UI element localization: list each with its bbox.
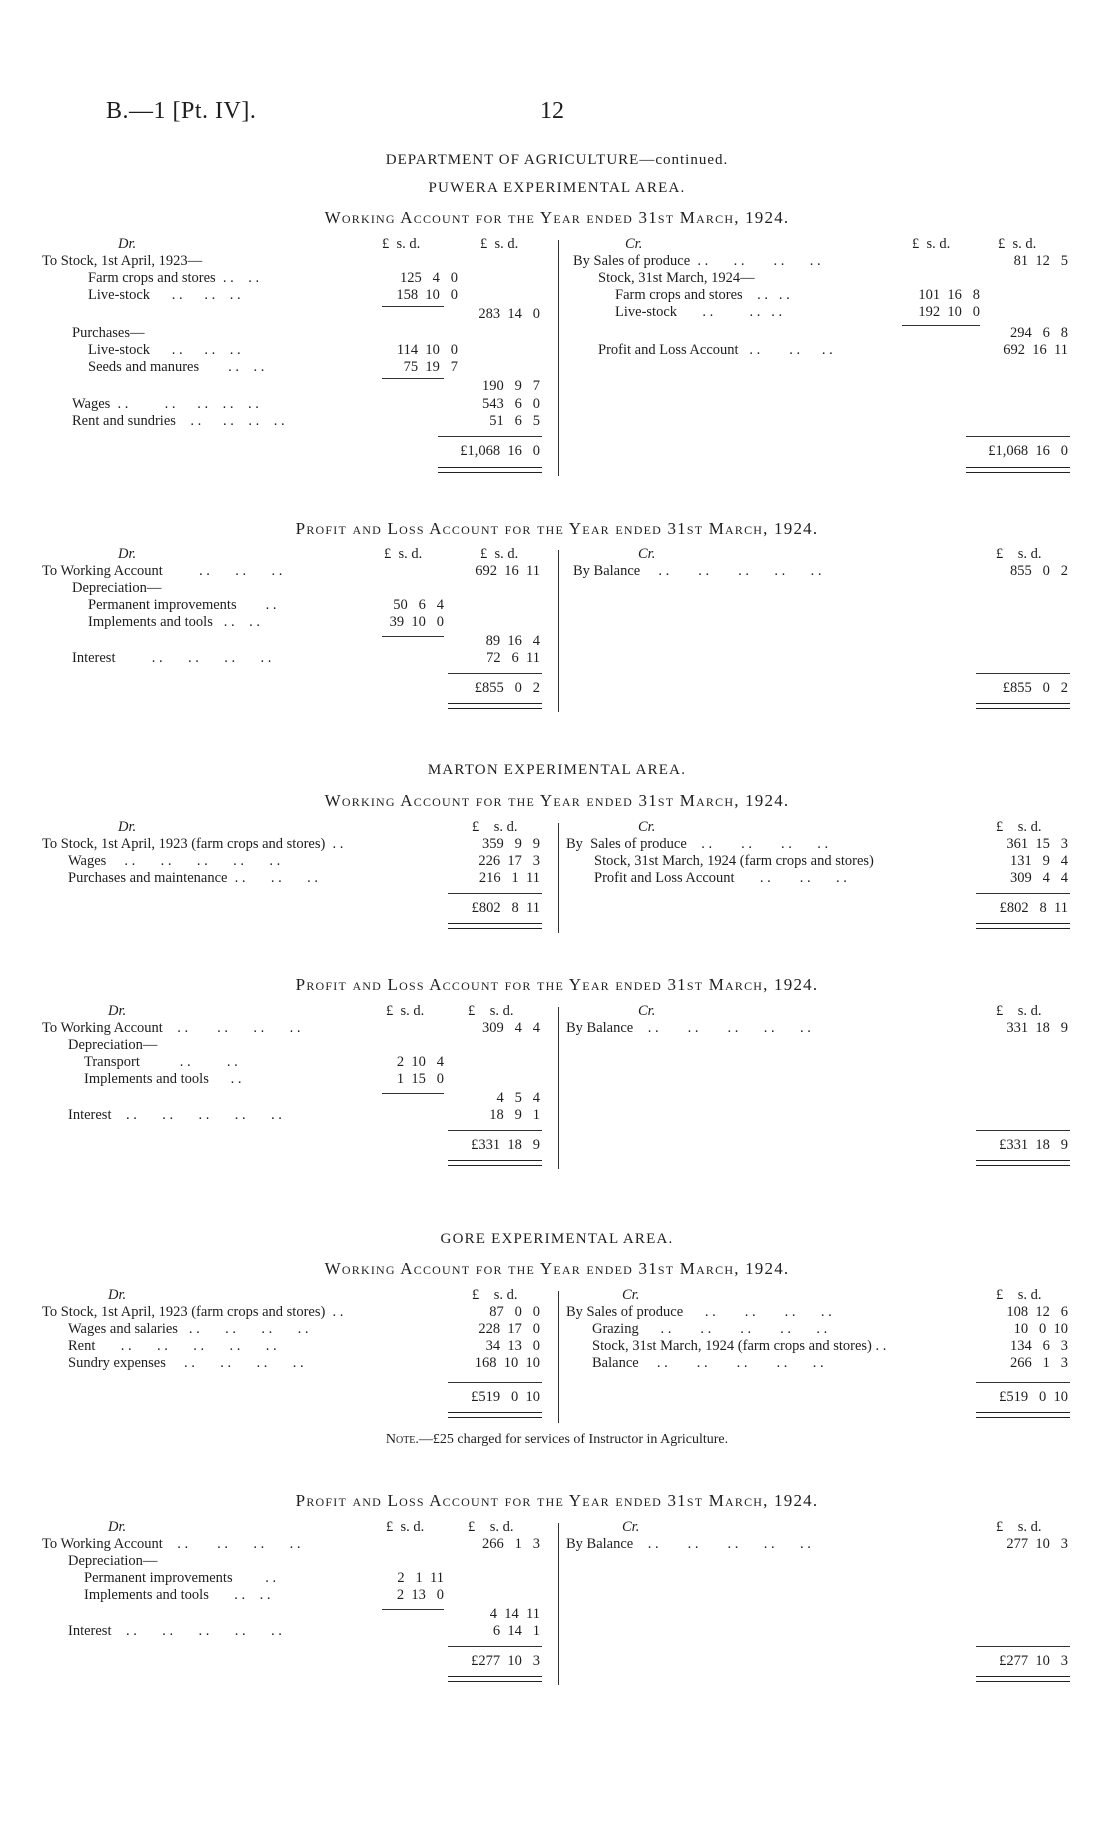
line-label: Live-stock . . . . . . <box>615 304 783 320</box>
total-double-rule <box>448 923 542 929</box>
debit-label: Dr. <box>118 546 137 562</box>
line-label: Purchases— <box>72 325 145 341</box>
column-header: £ s. d. <box>480 546 519 562</box>
amount: 89 16 4 <box>485 633 540 649</box>
total-rule <box>976 893 1070 894</box>
amount: 51 6 5 <box>489 413 540 429</box>
amount: 855 0 2 <box>1010 563 1068 579</box>
line-label: By Balance . . . . . . . . . . <box>566 1020 811 1036</box>
amount: 190 9 7 <box>482 378 540 394</box>
amount: 309 4 4 <box>1010 870 1068 886</box>
amount: 10 0 10 <box>1013 1321 1068 1337</box>
column-header: £ s. d. <box>468 1003 514 1019</box>
amount: 226 17 3 <box>478 853 540 869</box>
subtotal-rule <box>382 378 444 379</box>
amount: 108 12 6 <box>1006 1304 1068 1320</box>
line-label: Profit and Loss Account . . . . . . <box>594 870 847 886</box>
total-double-rule <box>448 703 542 709</box>
department-name: DEPARTMENT OF AGRICULTURE—continued. <box>385 152 729 168</box>
amount: 101 16 8 <box>918 287 980 303</box>
credit-total: £519 0 10 <box>999 1389 1068 1405</box>
credit-total: £277 10 3 <box>999 1653 1068 1669</box>
amount: 361 15 3 <box>1006 836 1068 852</box>
credit-label: Cr. <box>638 819 656 835</box>
line-label: Balance . . . . . . . . . . <box>592 1355 824 1371</box>
gore-pl-title: Profit and Loss Account for the Year ended 31st March, 1924. <box>295 1491 819 1510</box>
line-label: To Working Account . . . . . . . . <box>42 1536 301 1552</box>
amount: 114 10 0 <box>396 342 458 358</box>
debit-label: Dr. <box>108 1287 127 1303</box>
debit-label: Dr. <box>118 236 137 252</box>
line-label: Rent and sundries . . . . . . . . <box>72 413 285 429</box>
debit-total: £277 10 3 <box>471 1653 540 1669</box>
line-label: Wages . . . . . . . . . . <box>72 396 259 412</box>
amount: 266 1 3 <box>1010 1355 1068 1371</box>
note-label: Note. <box>385 1432 419 1447</box>
credit-total: £855 0 2 <box>1002 680 1068 696</box>
total-double-rule <box>976 1412 1070 1418</box>
line-label: Interest . . . . . . . . <box>72 650 272 666</box>
puwera-area-heading: PUWERA EXPERIMENTAL AREA. <box>428 180 686 196</box>
amount: 2 1 11 <box>397 1570 444 1586</box>
total-rule <box>448 1382 542 1383</box>
line-label: By Sales of produce . . . . . . . . <box>573 253 821 269</box>
subtotal-rule <box>382 1093 444 1094</box>
amount: 81 12 5 <box>1013 253 1068 269</box>
page-number: 12 <box>540 98 564 124</box>
line-label: Wages and salaries . . . . . . . . <box>68 1321 309 1337</box>
puwera-working-title: Working Account for the Year ended 31st March, 1924. <box>324 208 790 227</box>
line-label: Rent . . . . . . . . . . <box>68 1338 277 1354</box>
total-double-rule <box>966 467 1070 473</box>
report-reference: B.—1 [Pt. IV]. <box>106 98 257 124</box>
column-header: £ s. d. <box>996 819 1042 835</box>
line-label: Farm crops and stores . . . . <box>615 287 790 303</box>
line-label: Wages . . . . . . . . . . <box>68 853 281 869</box>
line-label: Live-stock . . . . . . <box>88 287 241 303</box>
total-double-rule <box>976 1160 1070 1166</box>
line-label: Depreciation— <box>68 1037 158 1053</box>
amount: 125 4 0 <box>400 270 458 286</box>
debit-total: £855 0 2 <box>474 680 540 696</box>
amount: 134 6 3 <box>1010 1338 1068 1354</box>
line-label: Implements and tools . . <box>84 1071 242 1087</box>
total-rule <box>448 1646 542 1647</box>
amount: 216 1 11 <box>478 870 540 886</box>
credit-label: Cr. <box>638 1003 656 1019</box>
gore-working-title: Working Account for the Year ended 31st March, 1924. <box>324 1259 790 1278</box>
amount: 158 10 0 <box>396 287 458 303</box>
amount: 192 10 0 <box>918 304 980 320</box>
line-label: To Stock, 1st April, 1923— <box>42 253 203 269</box>
total-rule <box>976 1382 1070 1383</box>
line-label: Implements and tools . . . . <box>84 1587 271 1603</box>
amount: 50 6 4 <box>393 597 444 613</box>
debit-total: £519 0 10 <box>471 1389 540 1405</box>
column-header: £ s. d. <box>386 1003 425 1019</box>
divider <box>558 1291 559 1423</box>
divider <box>558 1523 559 1685</box>
amount: 4 5 4 <box>496 1090 540 1106</box>
amount: 294 6 8 <box>1010 325 1068 341</box>
total-rule <box>976 1130 1070 1131</box>
amount: 2 10 4 <box>396 1054 444 1070</box>
debit-total: £1,068 16 0 <box>460 443 540 459</box>
puwera-pl-title: Profit and Loss Account for the Year ended 31st March, 1924. <box>295 519 819 538</box>
amount: 87 0 0 <box>489 1304 540 1320</box>
debit-label: Dr. <box>108 1519 127 1535</box>
line-label: Interest . . . . . . . . . . <box>68 1623 282 1639</box>
line-label: By Sales of produce . . . . . . . . <box>566 1304 832 1320</box>
column-header: £ s. d. <box>996 1519 1042 1535</box>
credit-label: Cr. <box>638 546 656 562</box>
line-label: To Stock, 1st April, 1923 (farm crops and stores) . . <box>42 836 344 852</box>
amount: 692 16 11 <box>1003 342 1068 358</box>
column-header: £ s. d. <box>996 546 1042 562</box>
line-label: Profit and Loss Account . . . . . . <box>598 342 833 358</box>
line-label: Implements and tools . . . . <box>88 614 260 630</box>
credit-label: Cr. <box>622 1287 640 1303</box>
line-label: Stock, 31st March, 1924 (farm crops and stores) . . <box>592 1338 887 1354</box>
total-double-rule <box>438 467 542 473</box>
column-header: £ s. d. <box>996 1003 1042 1019</box>
line-label: Grazing . . . . . . . . . . <box>592 1321 828 1337</box>
total-rule <box>976 1646 1070 1647</box>
total-double-rule <box>976 703 1070 709</box>
credit-label: Cr. <box>622 1519 640 1535</box>
column-header: £ s. d. <box>468 1519 514 1535</box>
line-label: To Working Account . . . . . . <box>42 563 283 579</box>
amount: 34 13 0 <box>485 1338 540 1354</box>
column-header: £ s. d. <box>472 819 518 835</box>
divider <box>558 550 559 712</box>
credit-label: Cr. <box>625 236 643 252</box>
column-header: £ s. d. <box>384 546 423 562</box>
marton-area-heading: MARTON EXPERIMENTAL AREA. <box>427 762 687 778</box>
amount: 75 19 7 <box>403 359 458 375</box>
amount: 359 9 9 <box>482 836 540 852</box>
gore-note <box>0 1432 1114 1448</box>
subtotal-rule <box>382 306 444 307</box>
amount: 543 6 0 <box>482 396 540 412</box>
total-double-rule <box>976 1676 1070 1682</box>
gore-area-heading: GORE EXPERIMENTAL AREA. <box>440 1231 674 1247</box>
total-rule <box>966 436 1070 437</box>
total-double-rule <box>448 1676 542 1682</box>
amount: 277 10 3 <box>1006 1536 1068 1552</box>
total-double-rule <box>976 923 1070 929</box>
credit-total: £1,068 16 0 <box>988 443 1068 459</box>
total-rule <box>448 893 542 894</box>
credit-total: £802 8 11 <box>999 900 1068 916</box>
marton-working-title: Working Account for the Year ended 31st March, 1924. <box>324 791 790 810</box>
line-label: Farm crops and stores . . . . <box>88 270 260 286</box>
total-rule <box>976 673 1070 674</box>
line-label: Permanent improvements . . <box>84 1570 277 1586</box>
subtotal-rule <box>382 1609 444 1610</box>
amount: 72 6 11 <box>486 650 540 666</box>
total-double-rule <box>448 1160 542 1166</box>
column-header: £ s. d. <box>480 236 519 252</box>
total-rule <box>438 436 542 437</box>
amount: 1 15 0 <box>396 1071 444 1087</box>
marton-pl-title: Profit and Loss Account for the Year ended 31st March, 1924. <box>295 975 819 994</box>
amount: 266 1 3 <box>482 1536 540 1552</box>
divider <box>558 1007 559 1169</box>
line-label: Interest . . . . . . . . . . <box>68 1107 282 1123</box>
column-header: £ s. d. <box>998 236 1037 252</box>
line-label: By Balance . . . . . . . . . . <box>573 563 822 579</box>
note-text: —£25 charged for services of Instructor in Agriculture. <box>418 1432 729 1447</box>
department-heading <box>0 152 1114 169</box>
line-label: By Balance . . . . . . . . . . <box>566 1536 811 1552</box>
column-header: £ s. d. <box>472 1287 518 1303</box>
amount: 283 14 0 <box>478 306 540 322</box>
line-label: Seeds and manures . . . . <box>88 359 265 375</box>
divider <box>558 240 559 476</box>
line-label: Depreciation— <box>68 1553 158 1569</box>
divider <box>558 823 559 933</box>
column-header: £ s. d. <box>996 1287 1042 1303</box>
column-header: £ s. d. <box>382 236 421 252</box>
line-label: To Working Account . . . . . . . . <box>42 1020 301 1036</box>
amount: 692 16 11 <box>475 563 540 579</box>
line-label: Purchases and maintenance . . . . . . <box>68 870 319 886</box>
subtotal-rule <box>382 636 444 637</box>
total-rule <box>448 1130 542 1131</box>
line-label: Sundry expenses . . . . . . . . <box>68 1355 304 1371</box>
column-header: £ s. d. <box>386 1519 425 1535</box>
line-label: Live-stock . . . . . . <box>88 342 241 358</box>
amount: 228 17 0 <box>478 1321 540 1337</box>
line-label: Transport . . . . <box>84 1054 238 1070</box>
amount: 131 9 4 <box>1010 853 1068 869</box>
debit-total: £802 8 11 <box>471 900 540 916</box>
amount: 168 10 10 <box>474 1355 540 1371</box>
debit-label: Dr. <box>118 819 137 835</box>
line-label: Depreciation— <box>72 580 162 596</box>
debit-label: Dr. <box>108 1003 127 1019</box>
amount: 331 18 9 <box>1006 1020 1068 1036</box>
amount: 4 14 11 <box>489 1606 540 1622</box>
debit-total: £331 18 9 <box>471 1137 540 1153</box>
line-label: Permanent improvements . . <box>88 597 277 613</box>
amount: 6 14 1 <box>492 1623 540 1639</box>
total-rule <box>448 673 542 674</box>
line-label: To Stock, 1st April, 1923 (farm crops and stores) . . <box>42 1304 344 1320</box>
total-double-rule <box>448 1412 542 1418</box>
line-label: By Sales of produce . . . . . . . . <box>566 836 829 852</box>
credit-total: £331 18 9 <box>999 1137 1068 1153</box>
amount: 18 9 1 <box>489 1107 540 1123</box>
amount: 309 4 4 <box>482 1020 540 1036</box>
line-label: Stock, 31st March, 1924— <box>598 270 755 286</box>
amount: 39 10 0 <box>389 614 444 630</box>
column-header: £ s. d. <box>912 236 951 252</box>
line-label: Stock, 31st March, 1924 (farm crops and stores) <box>594 853 874 869</box>
amount: 2 13 0 <box>396 1587 444 1603</box>
